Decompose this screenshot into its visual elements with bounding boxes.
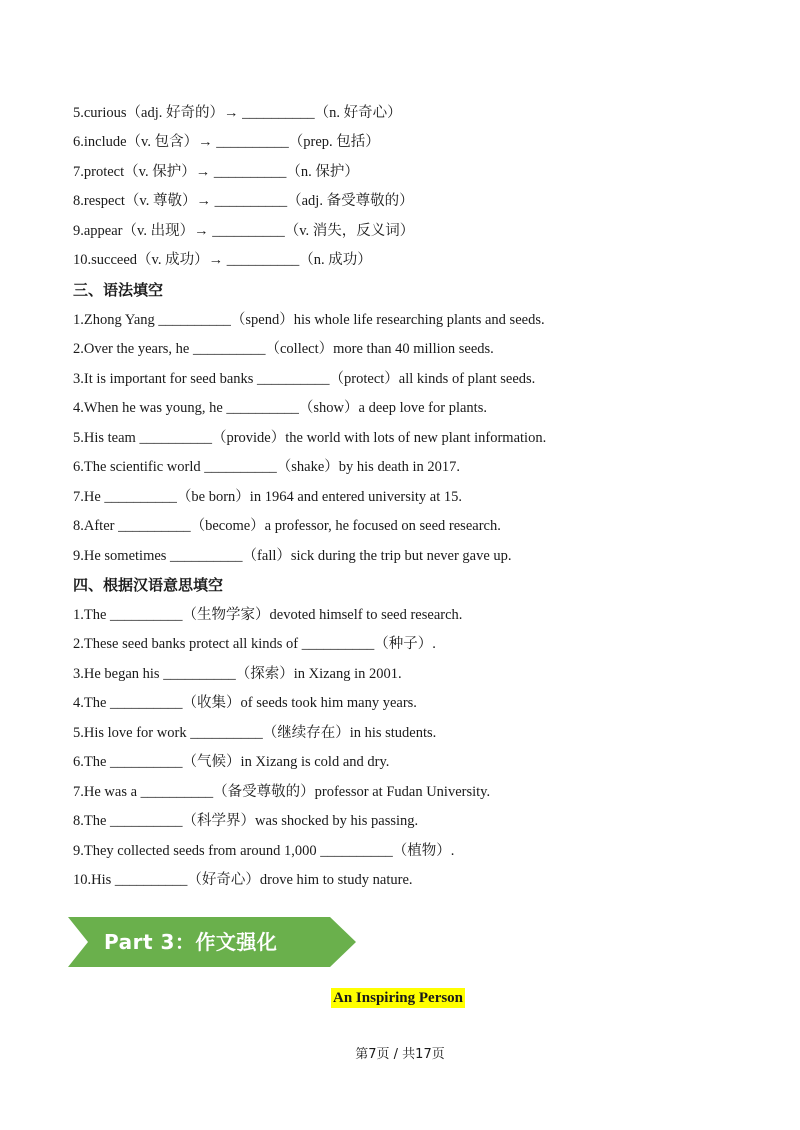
grammar-item: 6.The scientific world __________（shake）by his death in 2017. bbox=[73, 459, 461, 475]
word-form-item: 7.protect（v. 保护）→ __________（n. 保护） bbox=[73, 164, 359, 180]
word-form-item: 8.respect（v. 尊敬）→ __________（adj. 备受尊敬的） bbox=[73, 193, 414, 209]
translation-item: 2.These seed banks protect all kinds of __________（种子）. bbox=[73, 636, 436, 652]
grammar-item: 9.He sometimes __________（fall）sick during the trip but never gave up. bbox=[73, 548, 512, 564]
translation-item: 3.He began his __________（探索）in Xizang in 2001. bbox=[73, 666, 402, 682]
translation-item: 8.The __________（科学界）was shocked by his passing. bbox=[73, 813, 419, 829]
word-form-item: 5.curious（adj. 好奇的）→ __________（n. 好奇心） bbox=[73, 105, 402, 121]
grammar-item: 5.His team __________（provide）the world with lots of new plant information. bbox=[73, 430, 547, 446]
part3-banner bbox=[68, 917, 358, 967]
word-form-item: 6.include（v. 包含）→ __________（prep. 包括） bbox=[73, 134, 380, 150]
translation-item: 4.The __________（收集）of seeds took him many years. bbox=[73, 695, 417, 711]
section-heading-grammar: 三、语法填空 bbox=[73, 281, 164, 299]
page-number: 第7页 / 共17页 bbox=[355, 1047, 445, 1062]
word-form-item: 10.succeed（v. 成功）→ __________（n. 成功） bbox=[73, 252, 372, 268]
grammar-item: 7.He __________（be born）in 1964 and entered university at 15. bbox=[73, 489, 463, 505]
grammar-item: 1.Zhong Yang __________（spend）his whole life researching plants and seeds. bbox=[73, 312, 545, 328]
part3-label: Part 3：作文强化 bbox=[104, 930, 278, 954]
word-form-item: 9.appear（v. 出现）→ __________（v. 消失，反义词） bbox=[73, 223, 415, 239]
translation-item: 9.They collected seeds from around 1,000 __________（植物）. bbox=[73, 843, 455, 859]
translation-item: 10.His __________（好奇心）drove him to study nature. bbox=[73, 872, 413, 888]
translation-item: 5.His love for work __________（继续存在）in his students. bbox=[73, 725, 437, 741]
essay-title: An Inspiring Person bbox=[333, 990, 464, 1006]
section-heading-translation: 四、根据汉语意思填空 bbox=[73, 576, 224, 594]
translation-item: 6.The __________（气候）in Xizang is cold and dry. bbox=[73, 754, 390, 770]
grammar-item: 2.Over the years, he __________（collect）more than 40 million seeds. bbox=[73, 341, 494, 357]
grammar-item: 8.After __________（become）a professor, he focused on seed research. bbox=[73, 518, 501, 534]
grammar-item: 3.It is important for seed banks __________（protect）all kinds of plant seeds. bbox=[73, 371, 536, 387]
grammar-item: 4.When he was young, he __________（show）a deep love for plants. bbox=[73, 400, 487, 416]
translation-item: 7.He was a __________（备受尊敬的）professor at Fudan University. bbox=[73, 784, 491, 800]
translation-item: 1.The __________（生物学家）devoted himself to seed research. bbox=[73, 607, 463, 623]
